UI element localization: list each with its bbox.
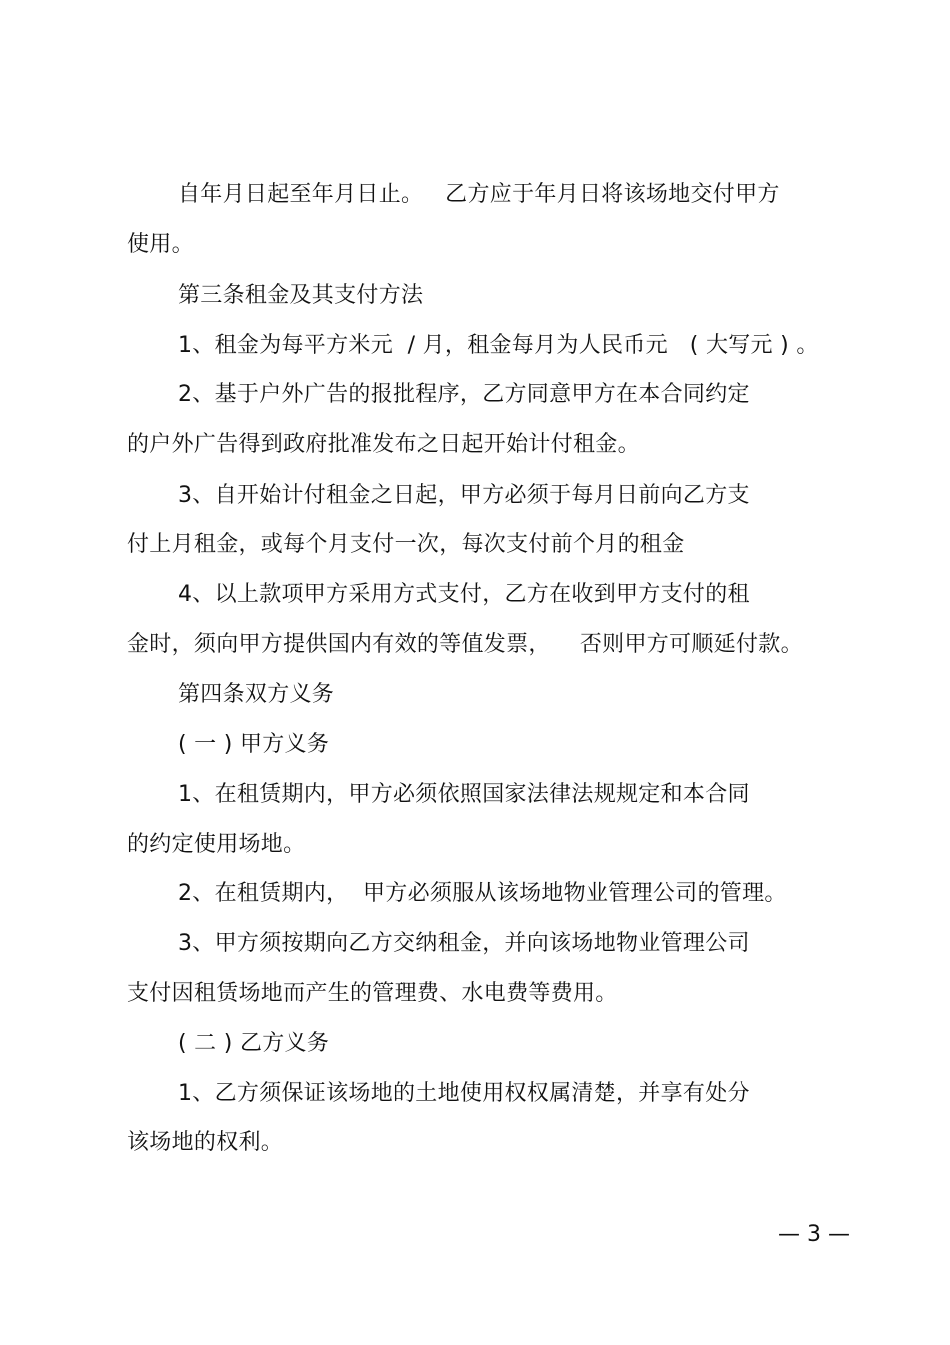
text-line-10: 金时，须向甲方提供国内有效的等值发票， 否则甲方可顺延付款。: [127, 632, 803, 657]
text-line-17: 支付因租赁场地而产生的管理费、水电费等费用。: [127, 981, 618, 1006]
text-line-7: 3、自开始计付租金之日起，甲方必须于每月日前向乙方支: [178, 483, 750, 508]
text-line-14: 的约定使用场地。: [127, 832, 306, 857]
text-line-19: 1、乙方须保证该场地的土地使用权权属清楚，并享有处分: [178, 1081, 750, 1106]
page-number: — 3 —: [778, 1222, 850, 1247]
subsection-heading-party-b: ( 二 ) 乙方义务: [178, 1031, 330, 1056]
text-line-13: 1、在租赁期内，甲方必须依照国家法律法规规定和本合同: [178, 782, 750, 807]
text-line-4: 1、租金为每平方米元 / 月，租金每月为人民币元 ( 大写元 ) 。: [178, 333, 819, 358]
text-line-2: 使用。: [127, 232, 194, 257]
text-line-16: 3、甲方须按期向乙方交纳租金，并向该场地物业管理公司: [178, 931, 750, 956]
text-line-8: 付上月租金，或每个月支付一次，每次支付前个月的租金: [127, 532, 685, 557]
text-line-6: 的户外广告得到政府批准发布之日起开始计付租金。: [127, 432, 640, 457]
section-heading-article-3: 第三条租金及其支付方法: [178, 283, 424, 308]
section-heading-article-4: 第四条双方义务: [178, 682, 335, 707]
text-line-15: 2、在租赁期内， 甲方必须服从该场地物业管理公司的管理。: [178, 881, 787, 906]
subsection-heading-party-a: ( 一 ) 甲方义务: [178, 732, 330, 757]
text-line-9: 4、以上款项甲方采用方式支付，乙方在收到甲方支付的租: [178, 582, 750, 607]
text-line-1: 自年月日起至年月日止。 乙方应于年月日将该场地交付甲方: [178, 182, 780, 207]
text-line-5: 2、基于户外广告的报批程序，乙方同意甲方在本合同约定: [178, 382, 750, 407]
text-line-20: 该场地的权利。: [127, 1130, 284, 1155]
